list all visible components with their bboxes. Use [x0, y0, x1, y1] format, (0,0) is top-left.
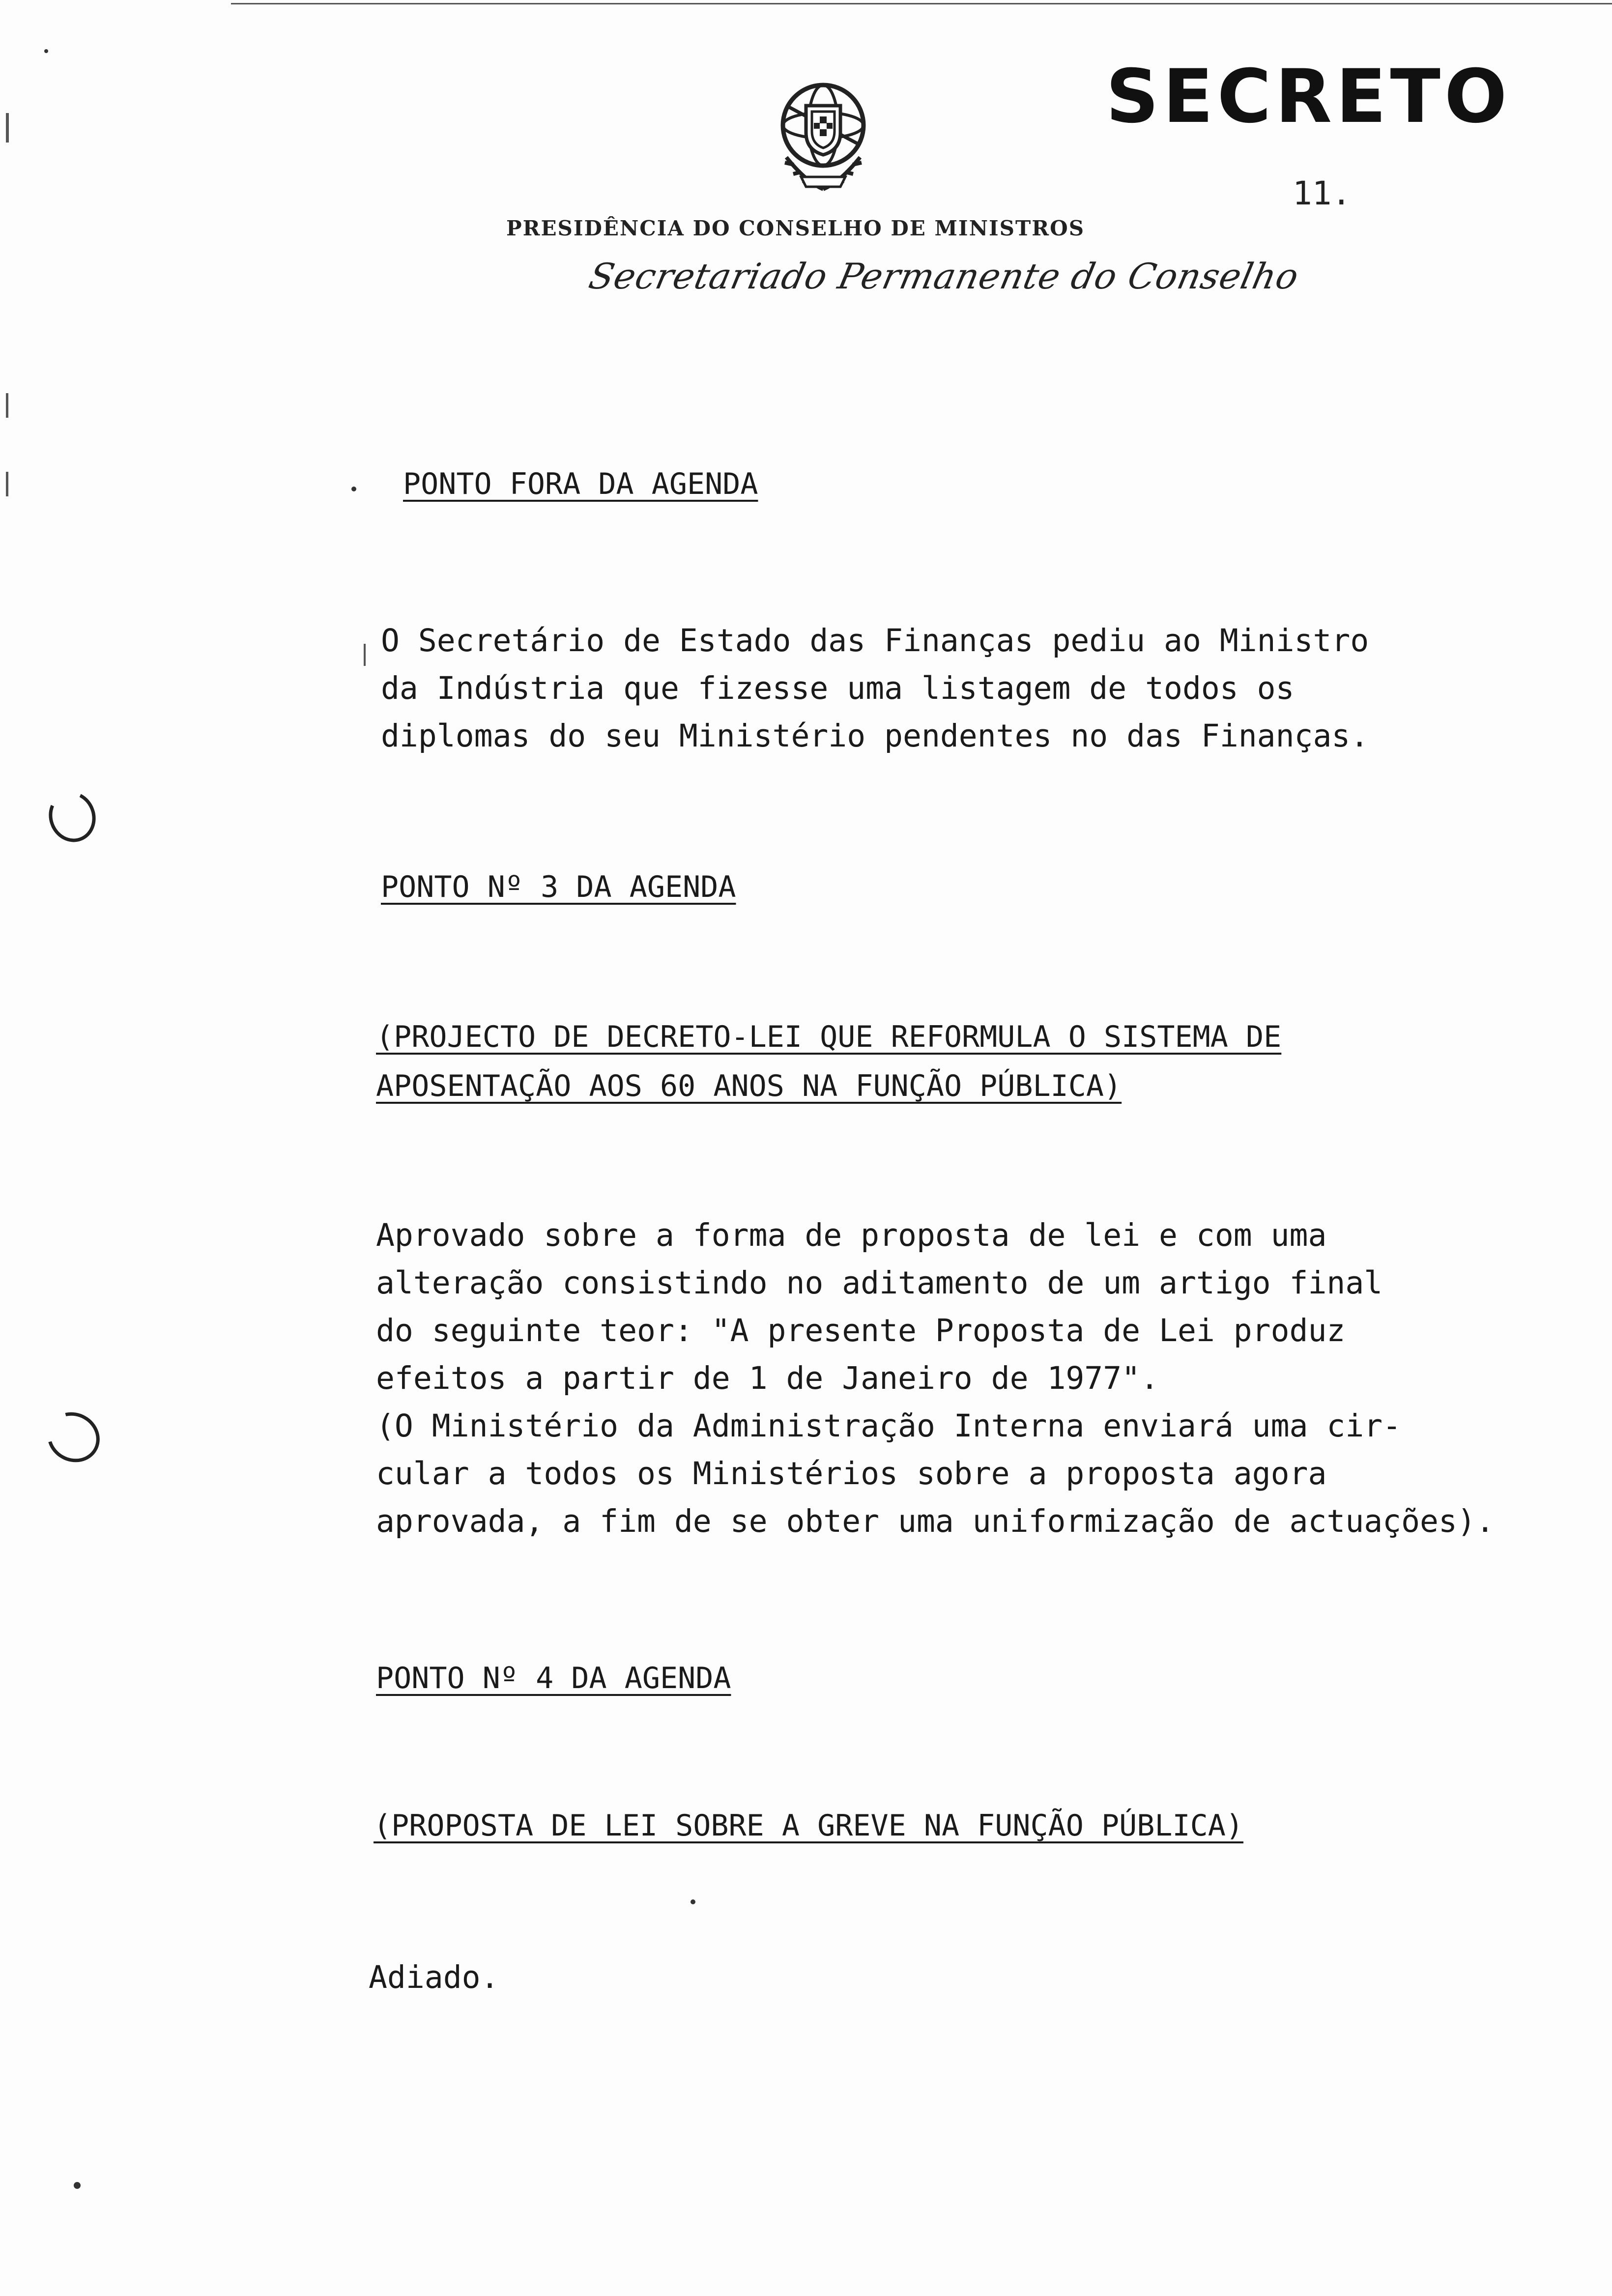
- text-line: diplomas do seu Ministério pendentes no das Finanças.: [381, 718, 1369, 754]
- section-heading-ponto-3: PONTO Nº 3 DA AGENDA: [381, 870, 736, 904]
- page-number: 11.: [1293, 174, 1352, 212]
- punch-hole-mark: [42, 785, 103, 849]
- text-line: Adiado.: [369, 1959, 499, 1995]
- scan-artifact: [691, 1899, 695, 1904]
- text-line: O Secretário de Estado das Finanças pediu ao Ministro: [381, 623, 1369, 659]
- scan-artifact: [364, 644, 366, 666]
- text-line: alteração consistindo no aditamento de um artigo final: [376, 1265, 1383, 1301]
- scan-artifact: [351, 487, 356, 491]
- punch-hole-mark: [38, 1403, 109, 1471]
- classification-stamp: SECRETO: [1106, 54, 1511, 140]
- section-subheading-line: APOSENTAÇÃO AOS 60 ANOS NA FUNÇÃO PÚBLICA): [376, 1069, 1122, 1103]
- section-3-paragraph: [369, 1953, 499, 2001]
- scan-artifact: [6, 393, 8, 418]
- section-heading-ponto-fora: PONTO FORA DA AGENDA: [403, 467, 758, 501]
- scan-artifact: [74, 2182, 81, 2189]
- text-line: Aprovado sobre a forma de proposta de lei e com uma: [376, 1217, 1327, 1253]
- section-1-paragraph: [381, 617, 1369, 760]
- text-line: efeitos a partir de 1 de Janeiro de 1977".: [376, 1360, 1159, 1396]
- section-2-paragraph: [376, 1211, 1495, 1545]
- department-name: Secretariado Permanente do Conselho: [585, 256, 1303, 297]
- scan-artifact: [6, 113, 9, 143]
- text-line: cular a todos os Ministérios sobre a proposta agora: [376, 1456, 1327, 1492]
- scan-artifact: [6, 472, 8, 496]
- scan-artifact: [44, 49, 48, 53]
- institution-name: PRESIDÊNCIA DO CONSELHO DE MINISTROS: [506, 216, 1085, 240]
- text-line: do seguinte teor: "A presente Proposta de Lei produz: [376, 1313, 1346, 1349]
- text-line: da Indústria que fizesse uma listagem de todos os: [381, 670, 1295, 706]
- section-subheading-line: (PROPOSTA DE LEI SOBRE A GREVE NA FUNÇÃO PÚBLICA): [374, 1808, 1244, 1843]
- section-subheading-line: (PROJECTO DE DECRETO-LEI QUE REFORMULA O SISTEMA DE: [376, 1020, 1282, 1054]
- text-line: aprovada, a fim de se obter uma uniformização de actuações).: [376, 1503, 1495, 1539]
- section-heading-ponto-4: PONTO Nº 4 DA AGENDA: [376, 1661, 731, 1695]
- top-border-line: [231, 3, 1612, 4]
- text-line: (O Ministério da Administração Interna enviará uma cir-: [376, 1408, 1402, 1444]
- coat-of-arms-icon: [767, 76, 880, 199]
